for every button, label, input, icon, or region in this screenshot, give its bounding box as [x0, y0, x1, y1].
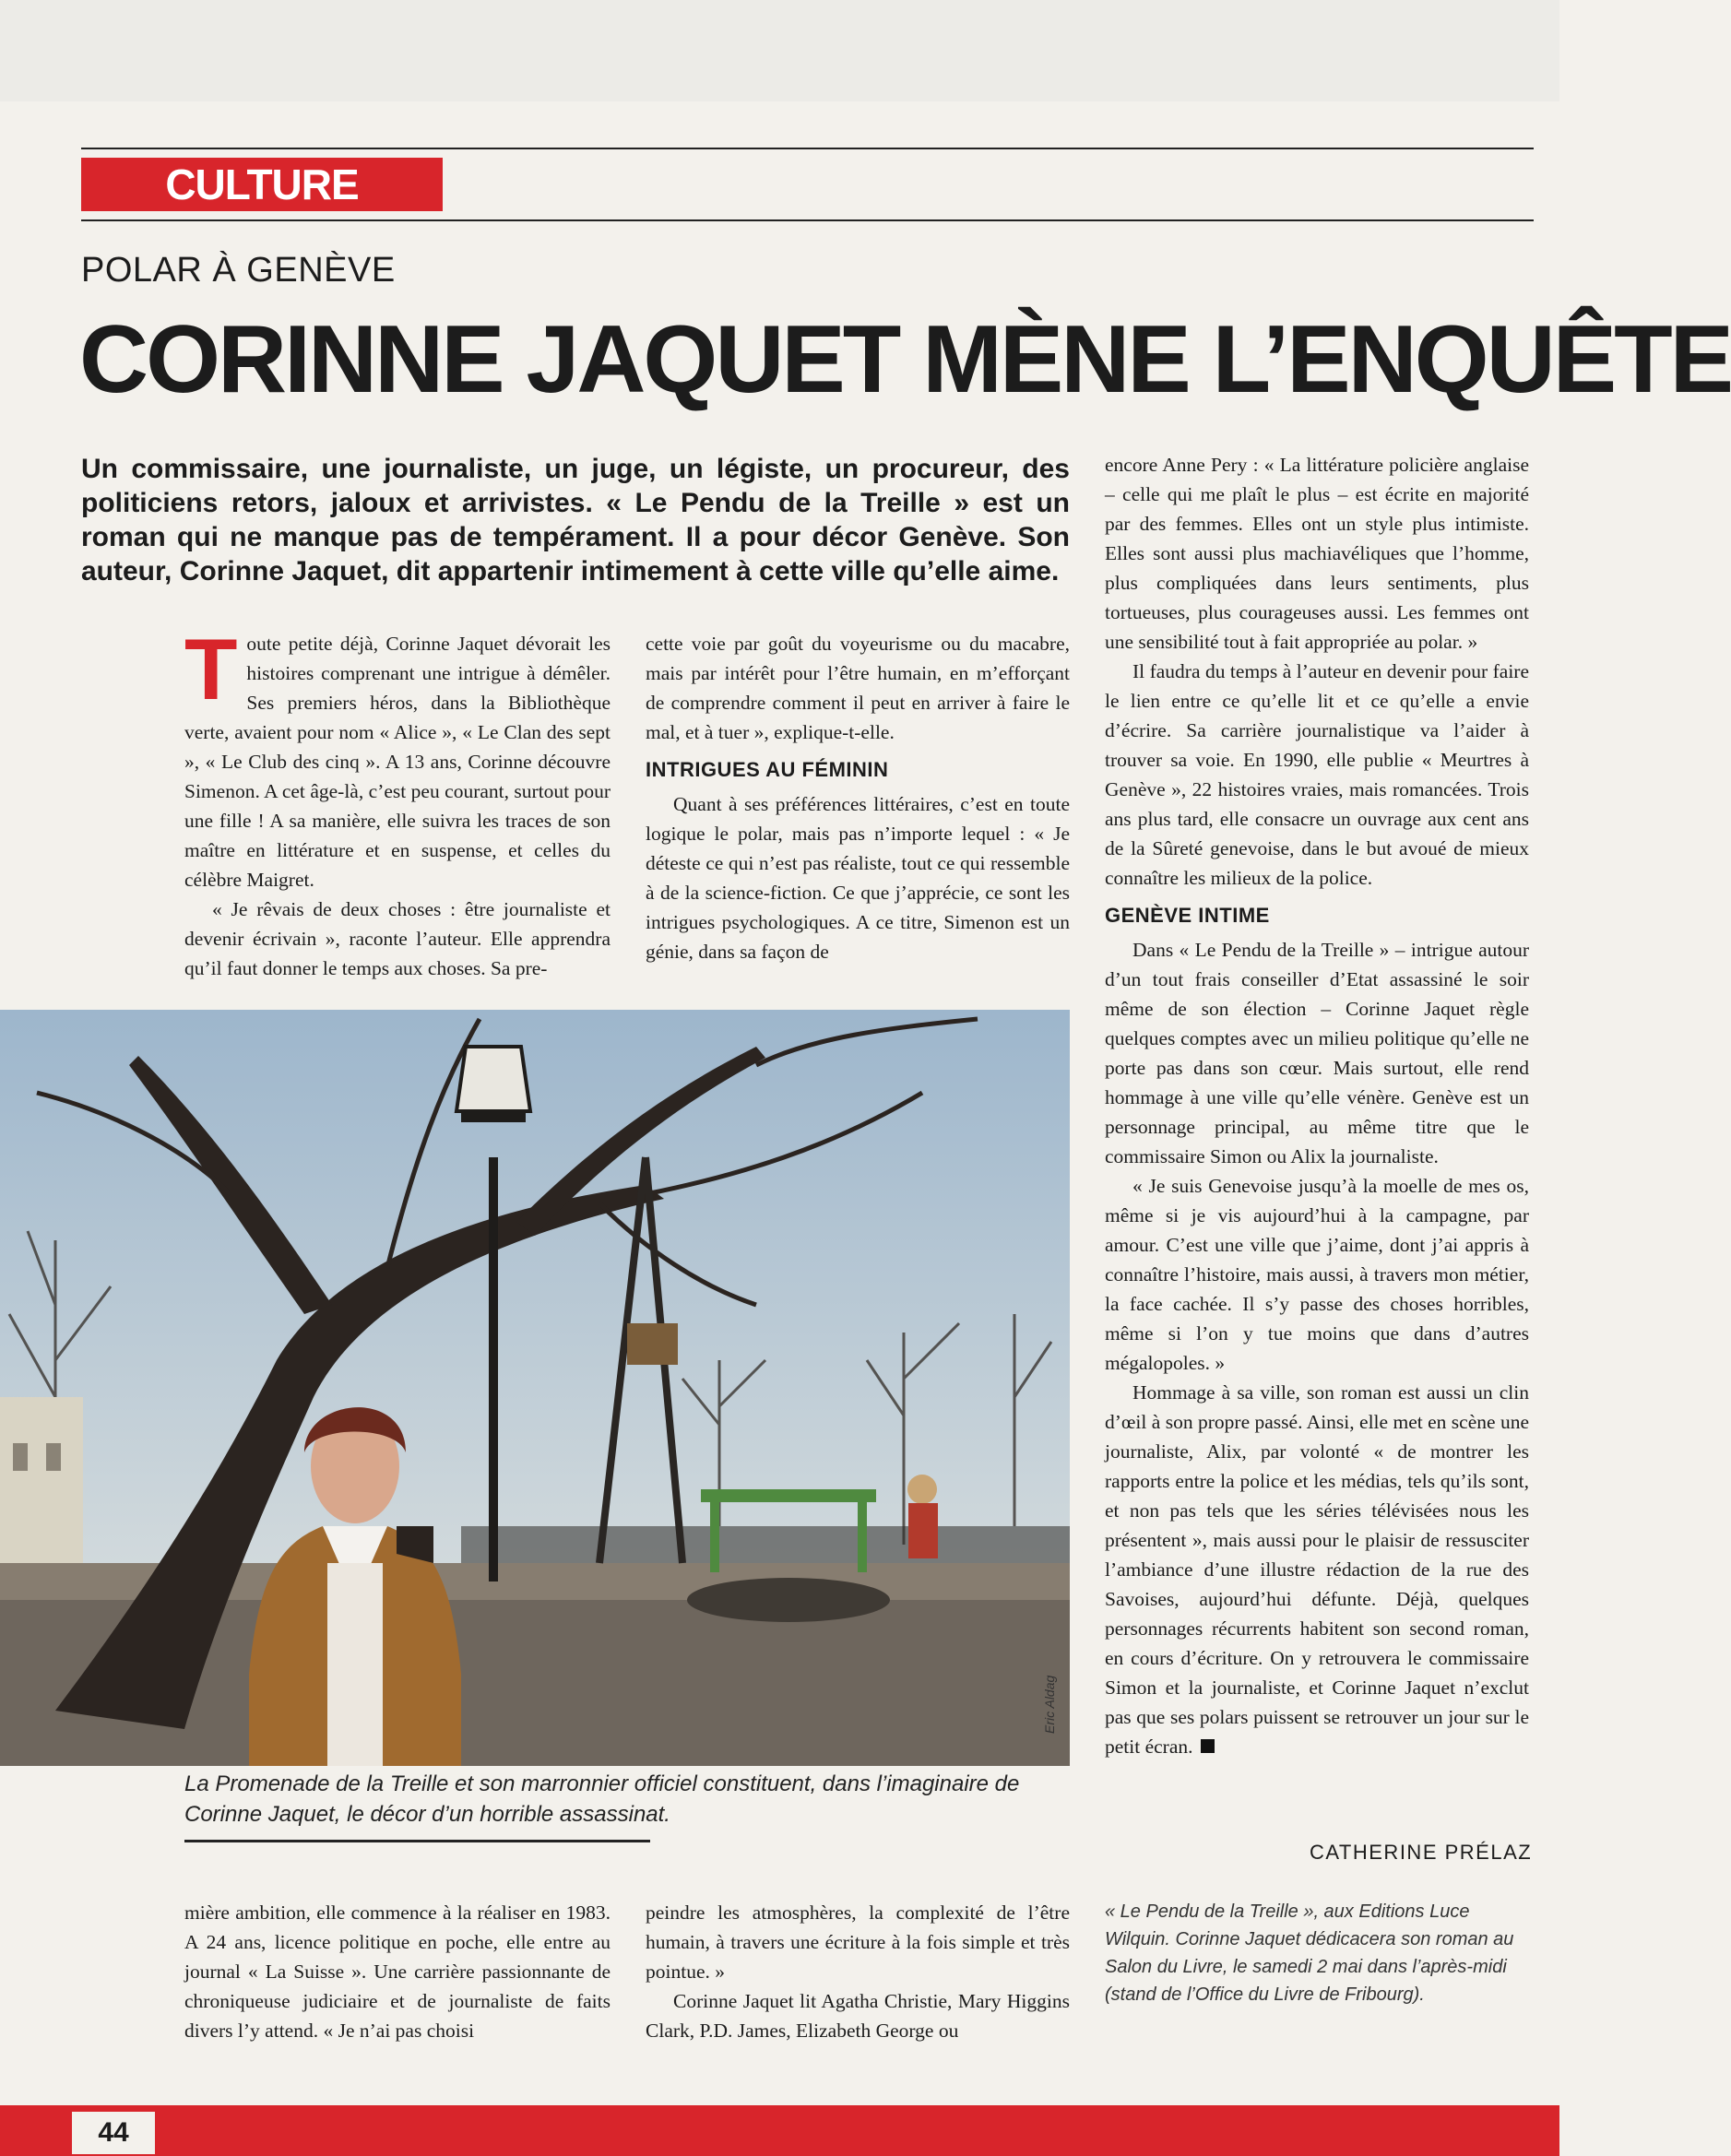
park-photo-illustration — [0, 1010, 1070, 1766]
paragraph: Corinne Jaquet lit Agatha Christie, Mary Higgins Clark, P.D. James, Elizabeth George ou — [646, 1990, 1070, 2042]
headline: CORINNE JAQUET MÈNE L’ENQUÊTE — [79, 306, 1731, 413]
photo-caption: La Promenade de la Treille et son marronnier officiel constituent, dans l’imaginaire de Corinne Jaquet, le décor d’un horrible assassinat. — [184, 1771, 1020, 1827]
article-photo — [0, 1010, 1070, 1766]
section-tag: CULTURE — [81, 158, 443, 211]
top-margin — [0, 0, 1559, 101]
paragraph: Il faudra du temps à l’auteur en devenir pour faire le lien entre ce qu’elle lit et ce qu’elle a envie d’écrire. Sa carrière journalistique va l’aider à trouver sa voie. En 1990, elle publie « Meurtres à Genève », 22 histoires vraies, mais romancées. Trois ans plus tard, elle consacre un ouvrage aux cent ans de la Sûreté genevoise, dans le but avoué de mieux connaître les milieux de la police. — [1105, 660, 1529, 889]
paragraph: « Je rêvais de deux choses : être journaliste et devenir écrivain », raconte l’auteur. Elle apprendra qu’il faut donner le temps aux choses. Sa pre- — [184, 898, 611, 979]
paragraph: encore Anne Pery : « La littérature policière anglaise – celle qui me plaît le plus – est écrite en majorité par des femmes. Elles ont un style plus intimiste. Elles sont aussi plus machiavéliques que l’homme, plus compliquées dans leurs sentiments, plus tortueuses, plus courageuses aussi. Les femmes ont une sensibilité tout à fait appropriée au polar. » — [1105, 454, 1529, 653]
bottom-column-2 — [646, 1898, 1070, 2045]
column-1 — [184, 621, 611, 983]
end-mark-icon — [1201, 1739, 1215, 1753]
column-2 — [646, 629, 1070, 966]
paragraph — [1105, 1378, 1529, 1761]
paragraph: cette voie par goût du voyeurisme ou du macabre, mais par intérêt pour l’être humain, en m’efforçant de comprendre comment il peut en arriver à faire le mal, et à tuer », explique-t-elle. — [646, 633, 1070, 743]
paragraph: peindre les atmosphères, la complexité de l’être humain, à travers une écriture à la fois simple et très pointue. » — [646, 1901, 1070, 1983]
header-rule — [81, 219, 1534, 221]
paragraph-text: Hommage à sa ville, son roman est aussi un clin d’œil à son propre passé. Ainsi, elle met en scène une journaliste, Alix, par volonté « de montrer les rapports entre la police et les médias, tels qu’ils sont, et non pas tels que les séries télévisées nous les présentent », mais aussi pour le plaisir de ressusciter l’ambiance d’une illustre rédaction de la rue des Savoises, aujourd’hui défunte. Déjà, quelques personnages récurrents habitent son second roman, en cours d’écriture. On y retrouvera le commissaire Simon et la journaliste, et Corinne Jaquet n’exclut pas que ses polars puissent se retrouver un jour sur le petit écran. — [1105, 1381, 1529, 1758]
top-rule — [81, 148, 1534, 149]
paragraph: Dans « Le Pendu de la Treille » – intrigue autour d’un tout frais conseiller d’Etat assassiné le soir même de son élection – Corinne Jaquet règle quelques comptes avec un milieu politique qu’elle ne porte pas dans son cœur. Mais surtout, elle rend hommage à une ville qu’elle vénère. Genève est un personnage principal, au même titre que le commissaire Simon ou Alix la journaliste. — [1105, 939, 1529, 1167]
column-3 — [1105, 450, 1529, 1761]
subheading: GENÈVE INTIME — [1105, 904, 1270, 927]
author-signature: CATHERINE PRÉLAZ — [1310, 1841, 1533, 1864]
caption-rule — [184, 1840, 650, 1842]
lede: Un commissaire, une journaliste, un juge, un légiste, un procureur, des politiciens retors, jaloux et arrivistes. « Le Pendu de la Treille » est un roman qui ne manque pas de tempérament. Il a pour décor Genève. Son auteur, Corinne Jaquet, dit appartenir intimement à cette ville qu’elle aime. — [81, 454, 1070, 586]
page-number: 44 — [72, 2112, 155, 2154]
dropcap: T — [184, 621, 238, 717]
footer-bar — [0, 2105, 1559, 2156]
paragraph: « Je suis Genevoise jusqu’à la moelle de mes os, même si je vis aujourd’hui à la campagne, par amour. C’est une ville que j’aime, dont j’ai appris à connaître l’histoire, mais aussi, à travers mon métier, la face cachée. Il s’y passe des choses horribles, même si l’on y tue moins que dans d’autres mégalopoles. » — [1105, 1175, 1529, 1374]
paragraph-text: oute petite déjà, Corinne Jaquet dévorait les histoires comprenant une intrigue à démêler. Ses premiers héros, dans la Bibliothèque verte, avaient pour nom « Alice », « Le Clan des sept », « Le Club des cinq ». A 13 ans, Corinne découvre Simenon. A cet âge-là, c’est peu courant, surtout pour une fille ! A sa manière, elle suivra les traces de son maître en littérature et en suspense, et celles du célèbre Maigret. — [184, 633, 611, 891]
paragraph — [184, 621, 611, 894]
bottom-column-1 — [184, 1898, 611, 2045]
paragraph: Quant à ses préférences littéraires, c’est en toute logique le polar, mais pas n’importe lequel : « Je déteste ce qui n’est pas réaliste, tout ce qui ressemble à de la science-fiction. Ce que j’apprécie, ce sont les intrigues psychologiques. A ce titre, Simenon est un génie, dans sa façon de — [646, 793, 1070, 963]
paragraph: mière ambition, elle commence à la réaliser en 1983. A 24 ans, licence politique en poche, elle entre au journal « La Suisse ». Une carrière passionnante de chroniqueuse judiciaire et de journaliste de faits divers l’y attend. « Je n’ai pas choisi — [184, 1901, 611, 2042]
kicker: POLAR À GENÈVE — [81, 251, 396, 290]
book-info-footnote: « Le Pendu de la Treille », aux Editions Luce Wilquin. Corinne Jaquet dédicacera son roman au Salon du Livre, le samedi 2 mai dans l’après-midi (stand de l’Office du Livre de Fribourg). — [1105, 1901, 1514, 2005]
photo-credit: Eric Aldag — [1042, 1675, 1057, 1734]
subheading: INTRIGUES AU FÉMININ — [646, 758, 889, 781]
